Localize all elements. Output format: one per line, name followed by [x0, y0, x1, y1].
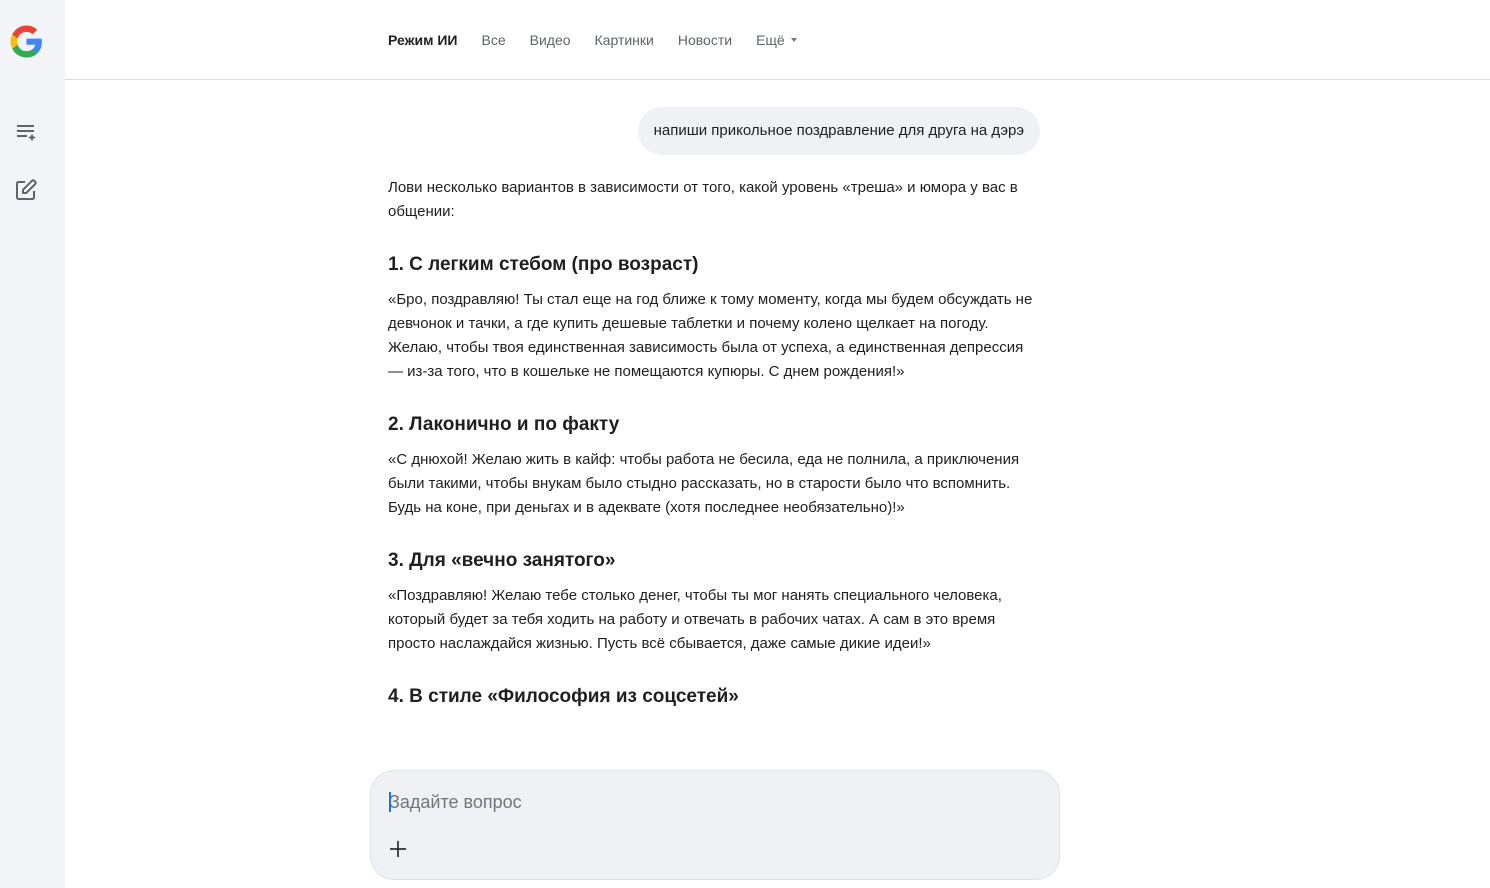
prompt-input[interactable]	[389, 789, 1029, 815]
tab-ai-mode[interactable]	[388, 32, 458, 48]
answer-intro: Лови несколько вариантов в зависимости от того, какой уровень «треша» и юмора у вас в общении:	[388, 179, 1018, 220]
new-chat-button[interactable]	[12, 176, 40, 204]
tab-label: Режим ИИ	[388, 32, 458, 48]
tab-label: Новости	[677, 32, 733, 48]
tab-label: Все	[481, 32, 506, 48]
section-heading: 2. Лаконично и по факту	[388, 414, 620, 435]
chat-history-button[interactable]	[12, 118, 40, 146]
tab-label: Видео	[529, 32, 571, 48]
section-heading: 3. Для «вечно занятого»	[388, 550, 616, 571]
tab-all[interactable]	[482, 32, 506, 48]
sidebar	[0, 0, 65, 888]
header	[65, 0, 1490, 80]
section-text: «Поздравляю! Желаю тебе столько денег, чтобы ты мог нанять специального человека, который будет за тебя ходить на работу и отвечать в рабочих чатах. А сам в это время просто наслаждайся жизнью. Пусть всё сбывается, даже самые дикие идеи!»	[388, 587, 1002, 652]
tab-more-dropdown[interactable]	[756, 32, 797, 48]
caret-down-icon	[791, 38, 797, 42]
prompt-box	[370, 770, 1060, 880]
user-message-bubble: напиши прикольное поздравление для друга на дэрэ	[638, 107, 1040, 155]
tab-label: Картинки	[594, 32, 654, 48]
text-caret	[389, 792, 391, 812]
add-attachment-button[interactable]	[386, 837, 410, 861]
tab-images[interactable]	[595, 32, 654, 48]
search-tabs	[388, 0, 797, 80]
section-text: «С днюхой! Желаю жить в кайф: чтобы работа не бесила, еда не полнила, а приключения были такими, чтобы внукам было стыдно рассказать, но в старости было что вспомнить. Будь на коне, при деньгах и в адеквате (хотя последнее необязательно)!»	[388, 451, 1020, 516]
section-text: «Бро, поздравляю! Ты стал еще на год ближе к тому моменту, когда мы будем обсуждать не девчонок и тачки, а где купить дешевые таблетки и почему колено щелкает на погоду. Желаю, чтобы твоя единственная зависимость была от успеха, а единственная депрессия — из-за того, что в кошельке не помещаются купюры. С днем рождения!»	[388, 291, 1033, 380]
tab-news[interactable]	[678, 32, 732, 48]
tab-video[interactable]	[530, 32, 571, 48]
conversation-area	[65, 80, 1490, 888]
section-heading: 4. В стиле «Философия из соцсетей»	[388, 686, 739, 707]
section-heading: 1. С легким стебом (про возраст)	[388, 254, 699, 275]
google-logo-icon[interactable]	[9, 24, 44, 59]
new-chat-icon	[14, 178, 38, 202]
ai-answer	[388, 176, 1040, 720]
plus-icon	[389, 840, 407, 858]
tab-label: Ещё	[756, 32, 785, 48]
history-sparkle-icon	[14, 120, 38, 144]
